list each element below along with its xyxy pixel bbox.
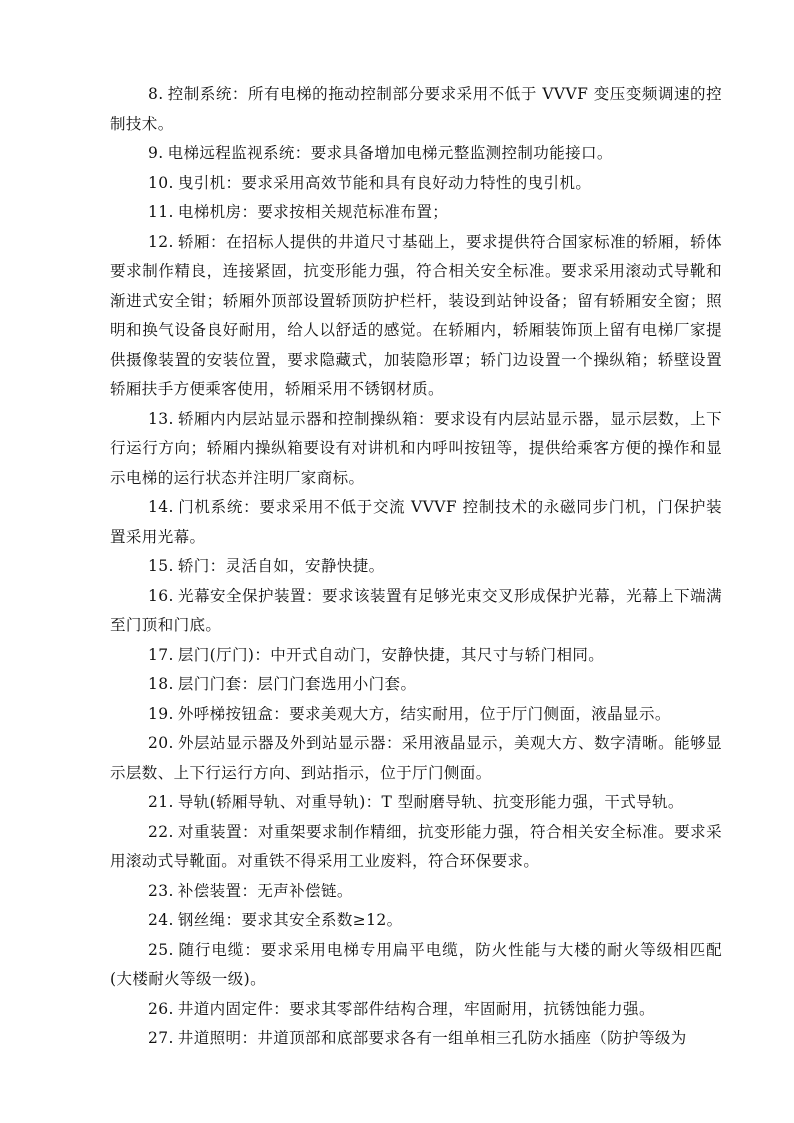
spec-item-24 (110, 906, 722, 936)
item-text: 电梯远程监视系统：要求具备增加电梯元整监测控制功能接口。 (167, 144, 613, 162)
spec-item-26 (110, 995, 722, 1025)
item-number: 17. (148, 645, 174, 664)
item-number: 8. (148, 85, 164, 103)
spec-item-13 (110, 405, 722, 494)
item-text: 层门门套：层门门套选用小门套。 (177, 675, 417, 693)
spec-item-19 (110, 700, 722, 730)
spec-item-14 (110, 493, 722, 552)
item-number: 13. (148, 409, 174, 428)
document-page (110, 80, 722, 1054)
item-text: 钢丝绳：要求其安全系数≥12。 (177, 911, 403, 929)
item-number: 25. (148, 940, 174, 959)
spec-item-9 (110, 139, 722, 169)
item-number: 16. (148, 586, 174, 605)
item-number: 12. (148, 232, 174, 251)
item-number: 23. (148, 881, 174, 900)
item-text: 井道内固定件：要求其零部件结构合理，牢固耐用，抗锈蚀能力强。 (177, 999, 655, 1018)
item-text: 层门(厅门)：中开式自动门，安静快捷，其尺寸与轿门相同。 (177, 645, 605, 664)
item-number: 26. (148, 999, 174, 1018)
spec-item-22 (110, 818, 722, 877)
spec-item-8 (110, 80, 722, 139)
item-text: 电梯机房：要求按相关规范标准布置； (177, 203, 449, 221)
item-text: 外层站显示器及外到站显示器：采用液晶显示，美观大方、数字清晰。能够显示层数、上下行运行方向、到站指示，位于厅门侧面。 (110, 734, 722, 782)
item-text: 轿厢内内层站显示器和控制操纵箱：要求设有内层站显示器，显示层数，上下行运行方向；轿厢内操纵箱要设有对讲机和内呼叫按钮等，提供给乘客方便的操作和显示电梯的运行状态并注明厂家商标。 (110, 409, 722, 487)
item-text: 门机系统：要求采用不低于交流 VVVF 控制技术的永磁同步门机，门保护装置采用光幕。 (110, 498, 722, 546)
spec-item-21 (110, 788, 722, 818)
spec-item-12 (110, 228, 722, 405)
spec-item-23 (110, 877, 722, 907)
spec-item-15 (110, 552, 722, 582)
item-number: 27. (148, 1029, 174, 1047)
spec-item-11 (110, 198, 722, 228)
item-number: 14. (148, 498, 174, 516)
item-text: 井道照明：井道顶部和底部要求各有一组单相三孔防水插座（防护等级为 (177, 1029, 687, 1047)
spec-item-20 (110, 729, 722, 788)
item-text: 导轨(轿厢导轨、对重导轨)：T 型耐磨导轨、抗变形能力强，干式导轨。 (177, 793, 684, 811)
item-number: 18. (148, 675, 174, 693)
item-text: 外呼梯按钮盒：要求美观大方，结实耐用，位于厅门侧面，液晶显示。 (177, 704, 671, 723)
item-number: 24. (148, 911, 174, 929)
item-text: 轿门：灵活自如，安静快捷。 (177, 557, 385, 575)
item-number: 9. (148, 144, 164, 162)
spec-item-17 (110, 641, 722, 671)
item-text: 控制系统：所有电梯的拖动控制部分要求采用不低于 VVVF 变压变频调速的控制技术。 (110, 85, 722, 133)
item-number: 11. (148, 203, 174, 221)
spec-item-25 (110, 936, 722, 995)
item-number: 10. (148, 173, 174, 192)
item-text: 轿厢：在招标人提供的井道尺寸基础上，要求提供符合国家标准的轿厢，轿体要求制作精良，连接紧固，抗变形能力强，符合相关安全标准。要求采用滚动式导靴和渐进式安全钳；轿厢外顶部设置轿顶防护栏杆，装设到站钟设备；留有轿厢安全窗；照明和换气设备良好耐用，给人以舒适的感觉。在轿厢内，轿厢装饰顶上留有电梯厂家提供摄像装置的安装位置，要求隐藏式，加装隐形罩；轿门边设置一个操纵箱；轿壁设置轿厢扶手方便乘客使用，轿厢采用不锈钢材质。 (110, 232, 722, 398)
spec-item-18 (110, 670, 722, 700)
item-number: 19. (148, 704, 174, 723)
item-number: 15. (148, 557, 174, 575)
spec-item-27 (110, 1024, 722, 1054)
spec-item-10 (110, 169, 722, 199)
item-text: 补偿装置：无声补偿链。 (177, 881, 353, 900)
spec-item-16 (110, 582, 722, 641)
item-text: 曳引机：要求采用高效节能和具有良好动力特性的曳引机。 (177, 173, 592, 192)
item-number: 22. (148, 822, 174, 841)
item-text: 光幕安全保护装置：要求该装置有足够光束交叉形成保护光幕，光幕上下端满至门顶和门底。 (110, 586, 722, 634)
item-text: 随行电缆：要求采用电梯专用扁平电缆，防火性能与大楼的耐火等级相匹配(大楼耐火等级一级)。 (110, 940, 722, 988)
item-number: 21. (148, 793, 174, 811)
item-text: 对重装置：对重架要求制作精细，抗变形能力强，符合相关安全标准。要求采用滚动式导靴面。对重铁不得采用工业废料，符合环保要求。 (110, 822, 722, 870)
item-number: 20. (148, 734, 174, 752)
